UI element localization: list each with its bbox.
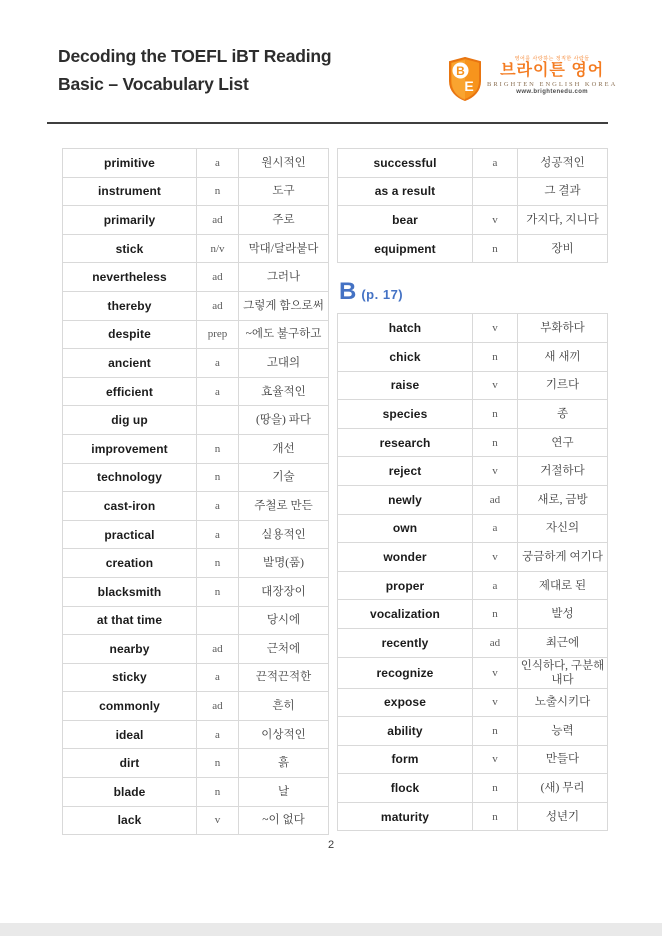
pos-cell: n [473,802,518,831]
vocab-row [338,177,608,206]
word-cell: raise [338,371,473,400]
word-cell: species [338,400,473,429]
vocab-row [338,571,608,600]
vocab-row [63,720,329,749]
pos-cell: ad [197,206,239,235]
pos-cell [197,606,239,635]
vocab-row [63,692,329,721]
word-cell: dirt [63,749,197,778]
pos-cell [197,406,239,435]
pos-cell: ad [473,628,518,657]
pos-cell: n [473,400,518,429]
meaning-cell: 궁금하게 여기다 [518,543,608,572]
meaning-cell: 최근에 [518,628,608,657]
meaning-cell: 성공적인 [518,149,608,178]
vocab-row [63,492,329,521]
meaning-cell: 원시적인 [239,149,329,178]
meaning-cell: 대장장이 [239,577,329,606]
pos-cell: n [197,434,239,463]
word-cell: ability [338,717,473,746]
pos-cell: a [197,663,239,692]
word-cell: flock [338,774,473,803]
meaning-cell: ~이 없다 [239,806,329,835]
section-b-page-ref: (p. 17) [361,287,404,303]
vocab-row [338,688,608,717]
pos-cell: n [473,342,518,371]
vocab-row [338,234,608,263]
vocab-row [338,514,608,543]
pos-cell: v [473,206,518,235]
vocab-row [63,549,329,578]
word-cell: bear [338,206,473,235]
vocab-row [63,263,329,292]
word-cell: own [338,514,473,543]
page-title [58,42,331,98]
vocab-row [63,177,329,206]
word-cell: wonder [338,543,473,572]
meaning-cell: 장비 [518,234,608,263]
vocab-row [338,206,608,235]
word-cell: ideal [63,720,197,749]
svg-text:E: E [464,78,474,94]
word-cell: maturity [338,802,473,831]
meaning-cell: 거절하다 [518,457,608,486]
pos-cell: n [473,717,518,746]
left-column [62,148,328,835]
logo-brand-english: BRIGHTEN ENGLISH KOREA [487,81,618,88]
meaning-cell: 능력 [518,717,608,746]
word-cell: at that time [63,606,197,635]
word-cell: stick [63,234,197,263]
vocab-table-right-bottom [337,313,608,831]
logo-brand-korean: 브라이튼 영어 [500,62,605,79]
pos-cell: n [197,749,239,778]
pos-cell: ad [197,635,239,664]
vocab-row [63,749,329,778]
word-cell: nevertheless [63,263,197,292]
pos-cell: n [197,463,239,492]
word-cell: equipment [338,234,473,263]
meaning-cell: 효율적인 [239,377,329,406]
vocab-row [338,400,608,429]
pos-cell: a [197,492,239,521]
word-cell: despite [63,320,197,349]
pos-cell: ad [197,291,239,320]
section-b-letter: B [339,278,357,306]
pos-cell: ad [197,263,239,292]
meaning-cell: 종 [518,400,608,429]
meaning-cell: 연구 [518,428,608,457]
meaning-cell: 흔히 [239,692,329,721]
pos-cell: v [473,745,518,774]
word-cell: chick [338,342,473,371]
word-cell: instrument [63,177,197,206]
vocab-table-left [62,148,329,835]
word-cell: newly [338,485,473,514]
pos-cell: v [473,371,518,400]
pos-cell: n [473,234,518,263]
pos-cell: a [197,377,239,406]
word-cell: as a result [338,177,473,206]
meaning-cell: 기술 [239,463,329,492]
word-cell: cast-iron [63,492,197,521]
logo-website: www.brightenedu.com [516,89,589,95]
vocab-row [63,434,329,463]
meaning-cell: 그렇게 함으로써 [239,291,329,320]
vocab-row [338,628,608,657]
pos-cell: a [197,349,239,378]
header-divider [47,122,608,124]
word-cell: blacksmith [63,577,197,606]
meaning-cell: 날 [239,778,329,807]
word-cell: recently [338,628,473,657]
pos-cell: a [197,520,239,549]
pos-cell: ad [197,692,239,721]
section-b-heading [339,278,607,306]
page-bottom-edge [0,923,662,936]
word-cell: creation [63,549,197,578]
word-cell: lack [63,806,197,835]
vocab-table-right-top [337,148,608,263]
meaning-cell: 고대의 [239,349,329,378]
pos-cell: n [197,778,239,807]
vocab-row [338,371,608,400]
vocab-row [63,635,329,664]
meaning-cell: 흙 [239,749,329,778]
meaning-cell: 도구 [239,177,329,206]
vocab-row [63,149,329,178]
svg-text:B: B [456,64,465,78]
brighten-english-logo [448,55,618,107]
vocab-row [338,485,608,514]
meaning-cell: 가지다, 지니다 [518,206,608,235]
word-cell: thereby [63,291,197,320]
word-cell: practical [63,520,197,549]
word-cell: blade [63,778,197,807]
pos-cell: a [197,149,239,178]
word-cell: reject [338,457,473,486]
logo-text-block [487,55,617,95]
vocab-row [63,377,329,406]
logo-shield-icon [448,57,482,101]
word-cell: successful [338,149,473,178]
vocab-row [63,577,329,606]
vocab-row [338,428,608,457]
vocab-row [63,606,329,635]
word-cell: vocalization [338,600,473,629]
meaning-cell: 부화하다 [518,314,608,343]
vocab-row [338,717,608,746]
meaning-cell: 발성 [518,600,608,629]
meaning-cell: 실용적인 [239,520,329,549]
pos-cell: n [197,577,239,606]
pos-cell: v [473,314,518,343]
word-cell: sticky [63,663,197,692]
pos-cell: v [473,657,518,688]
page-title-line1: Decoding the TOEFL iBT Reading [58,46,332,66]
pos-cell: n [197,549,239,578]
vocab-row [63,206,329,235]
vocab-row [338,543,608,572]
vocab-row [338,774,608,803]
word-cell: ancient [63,349,197,378]
pos-cell: v [197,806,239,835]
vocab-row [338,149,608,178]
word-cell: research [338,428,473,457]
pos-cell: a [473,149,518,178]
meaning-cell: (새) 무리 [518,774,608,803]
pos-cell: n/v [197,234,239,263]
pos-cell: a [473,514,518,543]
vocab-row [338,802,608,831]
page-number: 2 [327,839,335,851]
vocab-row [63,806,329,835]
word-cell: technology [63,463,197,492]
pos-cell: n [473,600,518,629]
vocab-row [338,600,608,629]
meaning-cell: 기르다 [518,371,608,400]
meaning-cell: 발명(품) [239,549,329,578]
vocab-row [338,745,608,774]
vocab-row [63,778,329,807]
word-cell: primarily [63,206,197,235]
pos-cell: v [473,688,518,717]
meaning-cell: 노출시키다 [518,688,608,717]
pos-cell: n [473,428,518,457]
meaning-cell: ~에도 불구하고 [239,320,329,349]
word-cell: primitive [63,149,197,178]
pos-cell: n [197,177,239,206]
meaning-cell: 근처에 [239,635,329,664]
word-cell: recognize [338,657,473,688]
meaning-cell: 개선 [239,434,329,463]
meaning-cell: 당시에 [239,606,329,635]
meaning-cell: 이상적인 [239,720,329,749]
vocab-row [338,342,608,371]
meaning-cell: (땅을) 파다 [239,406,329,435]
word-cell: expose [338,688,473,717]
vocab-row [338,657,608,688]
pos-cell: prep [197,320,239,349]
meaning-cell: 그러나 [239,263,329,292]
meaning-cell: 인식하다, 구분해 내다 [518,657,608,688]
meaning-cell: 주철로 만든 [239,492,329,521]
vocab-row [63,349,329,378]
meaning-cell: 성년기 [518,802,608,831]
vocab-row [63,463,329,492]
meaning-cell: 만들다 [518,745,608,774]
meaning-cell: 그 결과 [518,177,608,206]
word-cell: commonly [63,692,197,721]
pos-cell: ad [473,485,518,514]
word-cell: hatch [338,314,473,343]
word-cell: efficient [63,377,197,406]
vocab-row [338,314,608,343]
right-column [337,148,607,831]
vocab-row [63,406,329,435]
pos-cell: n [473,774,518,803]
word-cell: proper [338,571,473,600]
meaning-cell: 끈적끈적한 [239,663,329,692]
page-title-line2: Basic – Vocabulary List [58,74,249,94]
vocab-row [63,520,329,549]
vocab-row [63,663,329,692]
vocab-row [338,457,608,486]
vocab-row [63,291,329,320]
pos-cell: a [197,720,239,749]
pos-cell: v [473,457,518,486]
pos-cell [473,177,518,206]
word-cell: dig up [63,406,197,435]
meaning-cell: 새 새끼 [518,342,608,371]
meaning-cell: 새로, 금방 [518,485,608,514]
meaning-cell: 자신의 [518,514,608,543]
word-cell: nearby [63,635,197,664]
pos-cell: v [473,543,518,572]
vocab-row [63,234,329,263]
meaning-cell: 주로 [239,206,329,235]
vocab-row [63,320,329,349]
meaning-cell: 막대/달라붙다 [239,234,329,263]
logo-slogan: 영어를 사랑하는 정직한 사람들 [514,56,590,62]
pos-cell: a [473,571,518,600]
meaning-cell: 제대로 된 [518,571,608,600]
word-cell: improvement [63,434,197,463]
word-cell: form [338,745,473,774]
